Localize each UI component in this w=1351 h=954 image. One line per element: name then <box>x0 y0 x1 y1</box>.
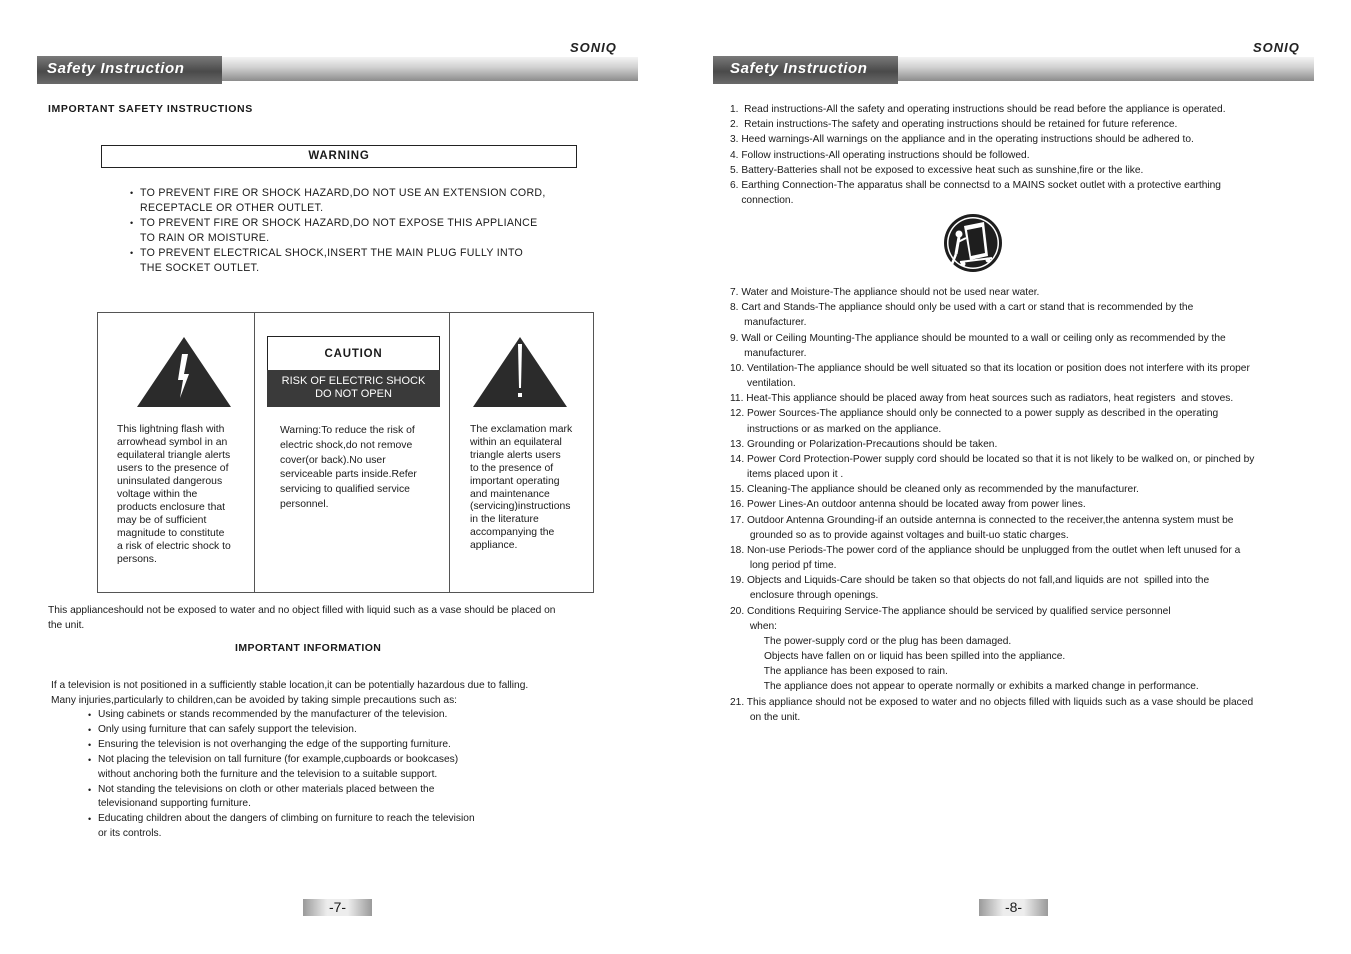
instruction-line: 14. Power Cord Protection-Power supply cord should be located so that it is not likely to be walked on, or pinched by <box>730 453 1255 465</box>
lightning-description: This lightning flash with arrowhead symbol in an equilateral triangle alerts users to the presence of uninsulated dangerous voltage within the products enclosure that may be of sufficient magnitude to constitute a risk of electric shock to persons. <box>117 424 231 565</box>
info-item: • Educating children about the dangers of climbing on furniture to reach the television or its controls. <box>88 812 608 842</box>
important-information-heading: IMPORTANT INFORMATION <box>235 642 382 654</box>
instruction-line: 3. Heed warnings-All warnings on the appliance and in the operating instructions should be adhered to. <box>730 134 1194 146</box>
instruction-line: The appliance has been exposed to rain. <box>730 666 948 678</box>
instruction-line: on the unit. <box>730 711 801 723</box>
warning-item: • TO PREVENT FIRE OR SHOCK HAZARD,DO NOT EXPOSE THIS APPLIANCE TO RAIN OR MOISTURE. <box>130 216 610 246</box>
info-item: • Not placing the television on tall furniture (for example,cupboards or bookcases) without anchoring both the furniture and the television to a suitable support. <box>88 753 608 783</box>
brand-logo-left: SONIQ <box>570 40 617 55</box>
panel-divider <box>449 312 450 593</box>
instruction-line: The power-supply cord or the plug has been damaged. <box>730 635 1012 647</box>
info-item: • Ensuring the television is not overhanging the edge of the supporting furniture. <box>88 738 608 753</box>
instruction-line: 19. Objects and Liquids-Care should be taken so that objects do not fall,and liquids are not spilled into the <box>730 575 1210 587</box>
instruction-line: 11. Heat-This appliance should be placed away from heat sources such as radiators, heat registers and stoves. <box>730 393 1234 405</box>
section-title-right: Safety Instruction <box>713 56 898 84</box>
instruction-line: 13. Grounding or Polarization-Precautions should be taken. <box>730 438 998 450</box>
panel-divider <box>254 312 255 593</box>
info-item: • Only using furniture that can safely support the television. <box>88 723 608 738</box>
instruction-line: 1. Read instructions-All the safety and operating instructions should be read before the appliance is operated. <box>730 104 1226 115</box>
instruction-line: 16. Power Lines-An outdoor antenna should be located away from power lines. <box>730 499 1086 511</box>
important-safety-heading: IMPORTANT SAFETY INSTRUCTIONS <box>48 103 253 115</box>
instruction-line: when: <box>730 620 777 632</box>
instruction-line: manufacturer. <box>730 347 807 359</box>
instruction-line: 5. Battery-Batteries shall not be exposed to excessive heat such as sunshine,fire or the like. <box>730 164 1144 176</box>
cart-tip-over-icon <box>942 212 1004 279</box>
page-number-left: -7- <box>303 899 372 916</box>
info-item: • Not standing the televisions on cloth or other materials placed between the televisionand supporting furniture. <box>88 783 608 813</box>
lightning-triangle-icon <box>136 336 232 408</box>
instruction-line: 12. Power Sources-The appliance should only be connected to a power supply as described in the operating <box>730 408 1219 420</box>
warning-item: • TO PREVENT ELECTRICAL SHOCK,INSERT THE MAIN PLUG FULLY INTO THE SOCKET OUTLET. <box>130 246 610 276</box>
water-note: This applianceshould not be exposed to water and no object filled with liquid such as a vase should be placed on the unit. <box>48 605 556 631</box>
instruction-line: 15. Cleaning-The appliance should be cleaned only as recommended by the manufacturer. <box>730 484 1139 496</box>
section-title-left: Safety Instruction <box>37 56 222 84</box>
instruction-line: 8. Cart and Stands-The appliance should only be used with a cart or stand that is recommended by the <box>730 302 1194 314</box>
instruction-line: grounded so as to provide against voltages and built-uo static charges. <box>730 529 1069 541</box>
info-intro: If a television is not positioned in a sufficiently stable location,it can be potentially hazardous due to falling. Many injuries,particularly to children,can be avoided by taking simple precautions such as: <box>51 680 529 706</box>
instruction-line: Objects have fallen on or liquid has been spilled into the appliance. <box>730 651 1066 663</box>
caution-title: CAUTION <box>267 336 440 370</box>
instruction-line: 21. This appliance should not be exposed to water and no objects filled with liquids such as a vase should be placed <box>730 696 1254 708</box>
info-item: • Using cabinets or stands recommended by the manufacturer of the television. <box>88 708 608 723</box>
instruction-line: 20. Conditions Requiring Service-The appliance should be serviced by qualified service personnel <box>730 605 1171 617</box>
instruction-line: enclosure through openings. <box>730 590 879 602</box>
warning-label: WARNING <box>308 150 370 162</box>
info-list <box>88 708 608 842</box>
instruction-line: 18. Non-use Periods-The power cord of the appliance should be unplugged from the outlet when left unused for a <box>730 544 1241 556</box>
exclamation-description: The exclamation mark within an equilateral triangle alerts users to the presence of important operating and maintenance (servicing)instructions in the literature accompanying the appliance. <box>470 424 573 552</box>
instructions-list-7-21 <box>730 285 1310 725</box>
instructions-list-1-6 <box>730 102 1310 208</box>
instruction-line: 7. Water and Moisture-The appliance should not be used near water. <box>730 287 1040 298</box>
caution-description: Warning:To reduce the risk of electric shock,do not remove cover(or back).No user serviceable parts inside.Refer servicing to qualified service personnel. <box>280 425 417 510</box>
warning-item: • TO PREVENT FIRE OR SHOCK HAZARD,DO NOT USE AN EXTENSION CORD, RECEPTACLE OR OTHER OUTLET. <box>130 186 610 216</box>
warning-box <box>101 145 577 168</box>
instruction-line: The appliance does not appear to operate normally or exhibits a marked change in performance. <box>730 681 1199 693</box>
instruction-line: instructions or as marked on the appliance. <box>730 423 942 435</box>
exclamation-triangle-icon <box>472 336 568 408</box>
warning-list <box>130 186 610 276</box>
brand-logo-right: SONIQ <box>1253 40 1300 55</box>
instruction-line: items placed upon it . <box>730 469 844 481</box>
instruction-line: 6. Earthing Connection-The apparatus shall be connectsd to a MAINS socket outlet with a protective earthing <box>730 180 1221 192</box>
instruction-line: 10. Ventilation-The appliance should be well situated so that its location or position does not interfere with its proper <box>730 362 1250 374</box>
instruction-line: manufacturer. <box>730 317 807 329</box>
instruction-line: 17. Outdoor Antenna Grounding-if an outside anternna is connected to the receiver,the antenna system must be <box>730 514 1234 526</box>
caution-body: RISK OF ELECTRIC SHOCK DO NOT OPEN <box>267 370 440 407</box>
instruction-line: ventilation. <box>730 378 796 390</box>
instruction-line: 2. Retain instructions-The safety and operating instructions should be retained for future reference. <box>730 119 1178 131</box>
instruction-line: long period pf time. <box>730 560 837 572</box>
instruction-line: 4. Follow instructions-All operating instructions should be followed. <box>730 149 1030 161</box>
page-number-right: -8- <box>979 899 1048 916</box>
instruction-line: connection. <box>730 195 794 207</box>
instruction-line: 9. Wall or Ceiling Mounting-The appliance should be mounted to a wall or ceiling only as recommended by the <box>730 332 1226 344</box>
